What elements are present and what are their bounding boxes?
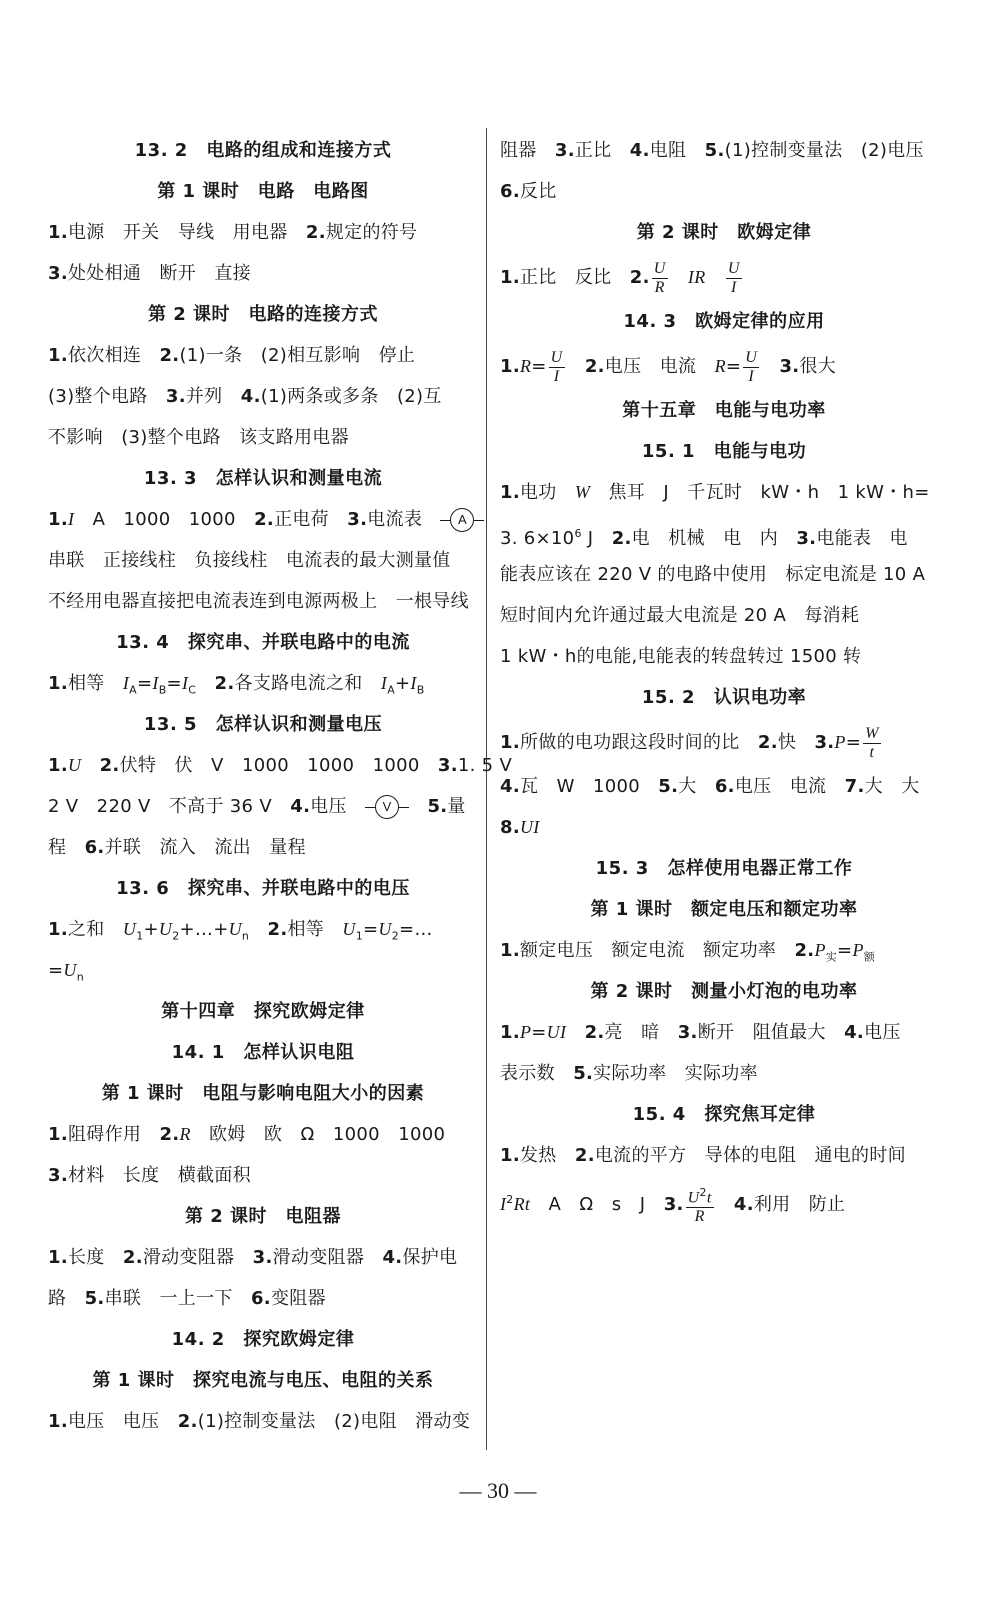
answer-line: 1.R= $\frac{U}{I}$ 2.电压 电流 R= $\frac{U}{I}$ 3.很大 (500, 348, 837, 385)
section-title: 13. 3 怎样认识和测量电流 (143, 468, 383, 489)
fraction: $\frac{U}{R}$ (653, 259, 666, 296)
answer-line: 1.P=UI 2.亮 暗 3.断开 阻值最大 4.电压 (500, 1022, 901, 1043)
answer-line: 1.电功 W 焦耳 J 千瓦时 kW・h 1 kW・h= (500, 482, 930, 503)
answer-line: 8.UI (500, 817, 540, 838)
answer-line: 3. $6\times 10^6$ J 2.电 机械 电 内 3.电能表 电 (500, 527, 908, 549)
answer-line: 1 kW・h的电能,电能表的转盘转过 1500 转 (500, 646, 862, 667)
answer-line: 1.依次相连 2.(1)一条 (2)相互影响 停止 (48, 345, 416, 366)
answer-line: 阻器 3.正比 4.电阻 5.(1)控制变量法 (2)电压 (500, 140, 924, 161)
column-divider (486, 128, 487, 1450)
answer-line: $I^2Rt$ A Ω s J 3. $\frac{U^2t}{R}$ 4.利用 防止 (500, 1185, 846, 1226)
answer-line: 3.材料 长度 横截面积 (48, 1165, 251, 1186)
answer-line: 路 5.串联 一上一下 6.变阻器 (48, 1288, 326, 1309)
fraction: $\frac{U}{I}$ (727, 259, 740, 296)
section-title: 13. 5 怎样认识和测量电压 (143, 714, 383, 735)
answer-line: 4.瓦 W 1000 5.大 6.电压 电流 7.大 大 (500, 776, 920, 797)
answer-line: 1.长度 2.滑动变阻器 3.滑动变阻器 4.保护电 (48, 1247, 458, 1268)
answer-line: 能表应该在 220 V 的电路中使用 标定电流是 10 A (500, 564, 926, 585)
section-title: 15. 1 电能与电功 (641, 441, 807, 462)
answer-line: 不经用电器直接把电流表连到电源两极上 一根导线 (48, 591, 469, 612)
page-number: — 30 — (459, 1478, 537, 1503)
answer-line: 1.I A 1000 1000 2.正电荷 3.电流表 A (48, 499, 478, 540)
lesson-title: 第 2 课时 电阻器 (184, 1206, 342, 1227)
section-title: 13. 4 探究串、并联电路中的电流 (116, 632, 410, 653)
lesson-title: 第 1 课时 电路 电路图 (157, 181, 369, 202)
section-title: 15. 4 探究焦耳定律 (632, 1104, 816, 1125)
lesson-title: 第 1 课时 额定电压和额定功率 (590, 899, 858, 920)
lesson-title: 第 2 课时 电路的连接方式 (147, 304, 379, 325)
right-column (500, 130, 948, 1224)
fraction: $\frac{W}{t}$ (865, 724, 879, 761)
fraction: $\frac{U^2t}{R}$ (687, 1185, 712, 1226)
answer-line: $=U_n$ (48, 960, 84, 984)
left-column (48, 130, 513, 1442)
voltmeter-symbol-icon: V (365, 795, 409, 819)
answer-line: 表示数 5.实际功率 实际功率 (500, 1063, 758, 1084)
section-title: 15. 3 怎样使用电器正常工作 (595, 858, 853, 879)
answer-line: 短时间内允许通过最大电流是 20 A 每消耗 (500, 605, 860, 626)
answer-line: 1.之和 $U_1+U_2+\dots+U_n$ 2.相等 $U_1=U_2=\dots$ (48, 919, 433, 943)
section-title: 14. 2 探究欧姆定律 (171, 1329, 355, 1350)
section-title: 13. 2 电路的组成和连接方式 (134, 140, 392, 161)
answer-line: 3.处处相通 断开 直接 (48, 263, 251, 284)
answer-line: 1.正比 反比 2. $\frac{U}{R}$ IR $\frac{U}{I}$ (500, 259, 740, 296)
answer-line: 1.相等 $I_A=I_B=I_C$ 2.各支路电流之和 $I_A+I_B$ (48, 673, 425, 697)
lesson-title: 第 1 课时 探究电流与电压、电阻的关系 (92, 1370, 434, 1391)
section-title: 13. 6 探究串、并联电路中的电压 (116, 878, 410, 899)
chapter-title: 第十四章 探究欧姆定律 (161, 1001, 365, 1022)
answer-line: 1.所做的电功跟这段时间的比 2.快 3.P= $\frac{W}{t}$ (500, 724, 879, 761)
lesson-title: 第 2 课时 测量小灯泡的电功率 (590, 981, 858, 1002)
answer-line: 程 6.并联 流入 流出 量程 (48, 837, 306, 858)
lesson-title: 第 2 课时 欧姆定律 (636, 222, 812, 243)
section-title: 14. 1 怎样认识电阻 (171, 1042, 355, 1063)
answer-line: 1.电源 开关 导线 用电器 2.规定的符号 (48, 222, 418, 243)
answer-line: 2 V 220 V 不高于 36 V 4.电压 V 5.量 (48, 796, 466, 817)
section-title: 15. 2 认识电功率 (641, 687, 807, 708)
answer-line: (3)整个电路 3.并列 4.(1)两条或多条 (2)互 (48, 386, 442, 407)
section-title: 14. 3 欧姆定律的应用 (623, 311, 825, 332)
answer-line: 1.U 2.伏特 伏 V 1000 1000 1000 3.1. 5 V (48, 755, 513, 776)
chapter-title: 第十五章 电能与电功率 (622, 400, 826, 421)
answer-line: 1.额定电压 额定电流 额定功率 $2.P_实=P_额$ (500, 940, 876, 964)
lesson-title: 第 1 课时 电阻与影响电阻大小的因素 (101, 1083, 425, 1104)
answer-line: 1.阻碍作用 2.R 欧姆 欧 Ω 1000 1000 (48, 1124, 446, 1145)
fraction: $\frac{U}{I}$ (745, 348, 758, 385)
answer-line: 1.发热 2.电流的平方 导体的电阻 通电的时间 (500, 1145, 906, 1166)
answer-line: 1.电压 电压 2.(1)控制变量法 (2)电阻 滑动变 (48, 1411, 471, 1432)
fraction: $\frac{U}{I}$ (550, 348, 563, 385)
answer-line: 不影响 (3)整个电路 该支路用电器 (48, 427, 349, 448)
answer-line: 串联 正接线柱 负接线柱 电流表的最大测量值 (48, 550, 451, 571)
answer-line: 6.反比 (500, 181, 557, 202)
ammeter-symbol-icon: A (440, 508, 484, 532)
